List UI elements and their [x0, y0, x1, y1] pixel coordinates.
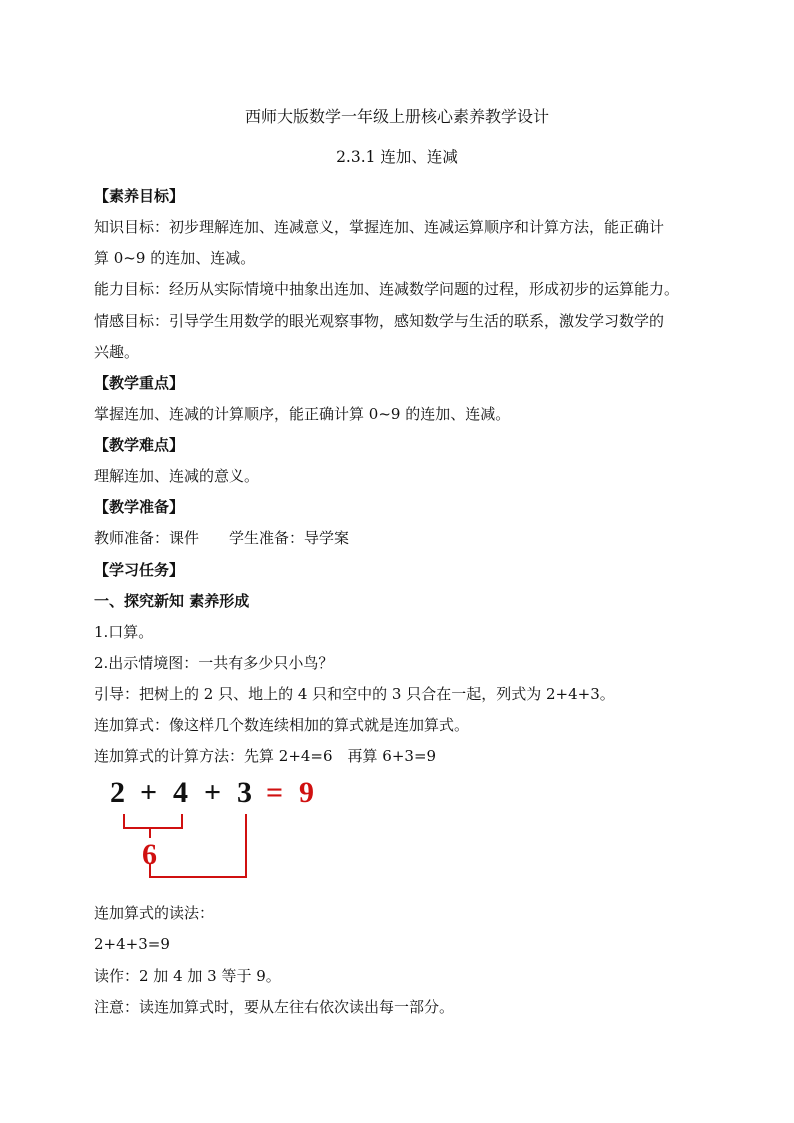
preparation: 教师准备：课件 学生准备：导学案	[94, 529, 350, 547]
item-mental-math: 1.口算。	[94, 623, 154, 641]
operand-3: 3	[237, 776, 252, 809]
difficulties: 理解连加、连减的意义。	[94, 467, 260, 485]
operand-2: 2	[110, 776, 125, 809]
heading-difficulties: 【教学难点】	[94, 436, 185, 454]
page-title: 西师大版数学一年级上册核心素养教学设计	[244, 107, 549, 126]
heading-key-points: 【教学重点】	[94, 374, 185, 392]
goal-emotion-1: 情感目标：引导学生用数学的眼光观察事物，感知数学与生活的联系，激发学习数学的	[94, 312, 665, 330]
goal-knowledge-1: 知识目标：初步理解连加、连减意义，掌握连加、连减运算顺序和计算方法，能正确计	[94, 218, 665, 236]
reading-note: 注意：读连加算式时，要从左往右依次读出每一部分。	[94, 998, 455, 1016]
definition-text: 连加算式：像这样几个数连续相加的算式就是连加算式。	[94, 716, 470, 734]
plus-sign-2: +	[204, 776, 222, 809]
guide-text: 引导：把树上的 2 只、地上的 4 只和空中的 3 只合在一起，列式为 2+4+3。	[94, 685, 615, 703]
goal-emotion-2: 兴趣。	[94, 343, 140, 361]
section-explore: 一、探究新知 素养形成	[94, 592, 250, 610]
addition-diagram	[96, 770, 356, 890]
heading-goals: 【素养目标】	[94, 187, 185, 205]
reading-equation: 2+4+3=9	[94, 935, 170, 953]
heading-preparation: 【教学准备】	[94, 498, 185, 516]
bracket-lines	[96, 770, 356, 890]
equals-sign: =	[266, 776, 284, 809]
operand-4: 4	[173, 776, 188, 809]
goal-knowledge-2: 算 0~9 的连加、连减。	[94, 249, 256, 267]
partial-sum: 6	[142, 838, 157, 871]
key-points: 掌握连加、连减的计算顺序，能正确计算 0~9 的连加、连减。	[94, 405, 511, 423]
heading-tasks: 【学习任务】	[94, 561, 185, 579]
lesson-subtitle: 2.3.1 连加、连减	[336, 148, 458, 166]
reading-heading: 连加算式的读法：	[94, 904, 215, 922]
reading-as: 读作：2 加 4 加 3 等于 9。	[94, 967, 281, 985]
plus-sign-1: +	[140, 776, 158, 809]
goal-ability: 能力目标：经历从实际情境中抽象出连加、连减数学问题的过程，形成初步的运算能力。	[94, 280, 680, 298]
item-scenario: 2.出示情境图：一共有多少只小鸟？	[94, 654, 334, 672]
method-text: 连加算式的计算方法：先算 2+4=6 再算 6+3=9	[94, 747, 437, 765]
sum-result: 9	[299, 776, 314, 809]
